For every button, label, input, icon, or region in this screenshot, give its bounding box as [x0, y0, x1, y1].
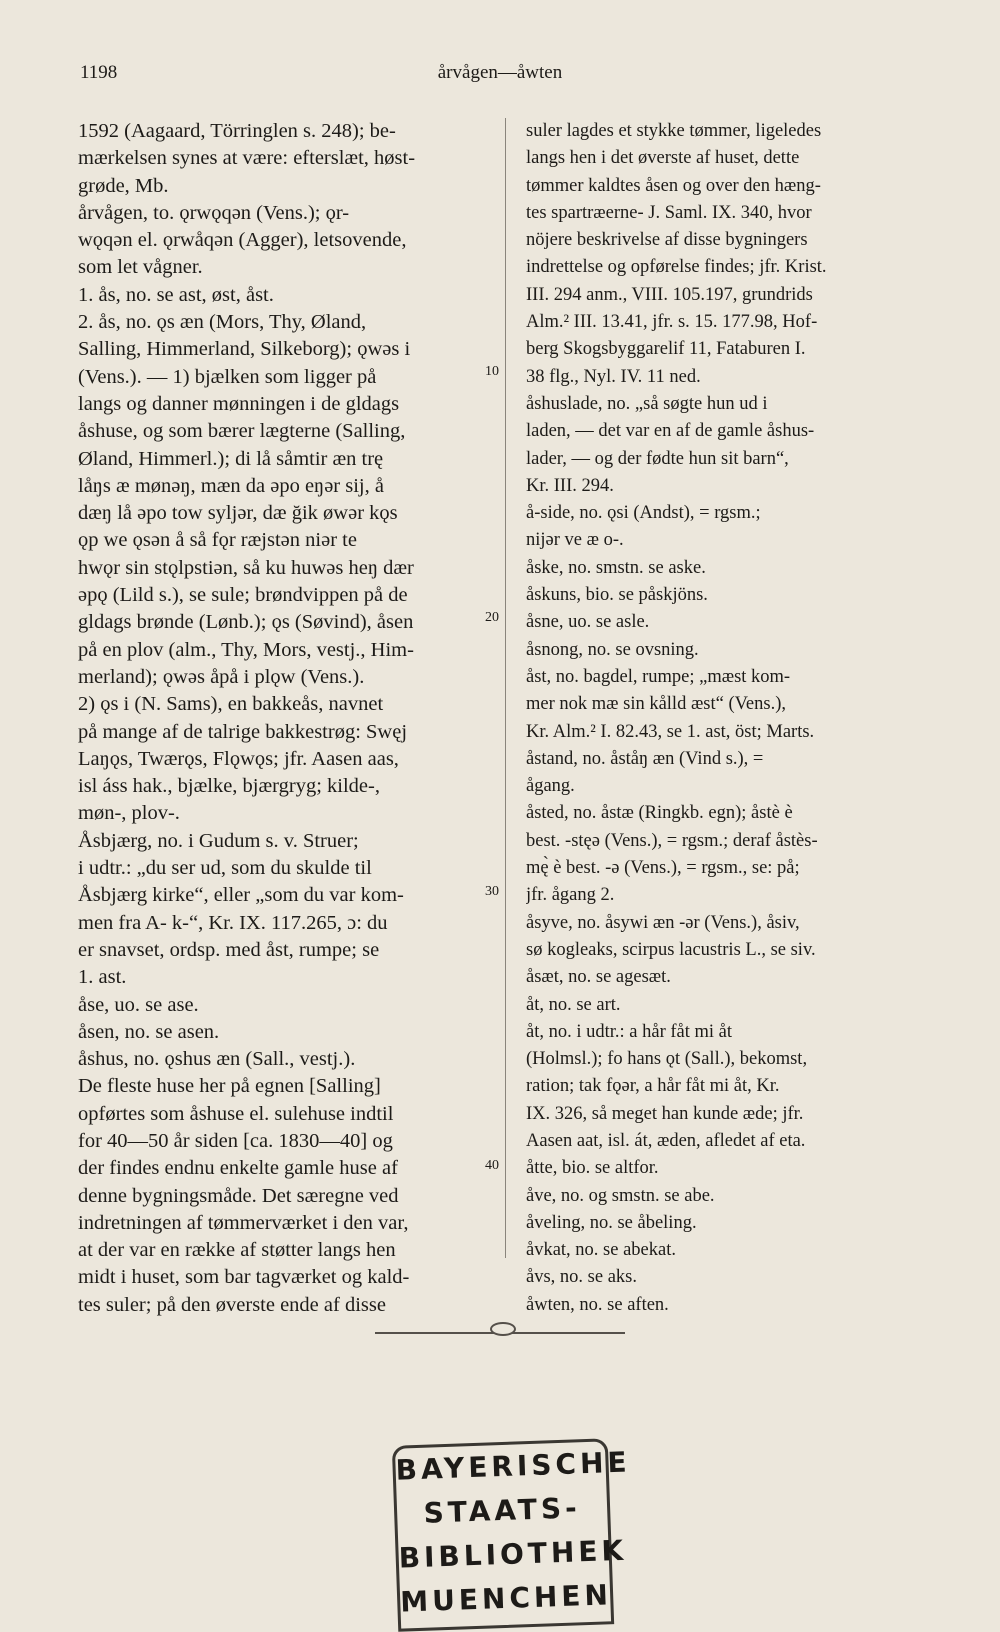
text-line: (Holmsl.); fo hans ǫt (Sall.), bekomst, [526, 1049, 808, 1070]
text-line: Laŋǫs, Twærǫs, Flǫwǫs; jfr. Aasen aas, [78, 747, 399, 770]
text-line: denne bygningsmåde. Det særegne ved [78, 1184, 399, 1207]
text-line: åskuns, bio. se påskjöns. [526, 585, 708, 606]
page-header [0, 62, 1000, 92]
text-line: å-side, no. ǫsi (Andst), = rgsm.; [526, 503, 761, 524]
text-line: lader, — og der fødte hun sit barn“, [526, 448, 789, 469]
text-line: åst, no. bagdel, rumpe; „mæst kom- [526, 666, 791, 687]
text-line: indrettelse og opførelse findes; jfr. Krist. [526, 257, 827, 278]
line-number-20: 20 [485, 610, 499, 625]
text-line: merland); ǫwəs åpå i plǫw (Vens.). [78, 665, 365, 688]
right-column [526, 118, 944, 1319]
text-line: grøde, Mb. [78, 174, 169, 197]
text-line: dæŋ lå əpo tow syljər, dæ ğik øwər kǫs [78, 502, 398, 525]
text-line: ration; tak fǫər, a hår fåt mi åt, Kr. [526, 1076, 780, 1097]
text-line: åshuslade, no. „så søgte hun ud i [526, 393, 768, 414]
text-line: midt i huset, som bar tagværket og kald- [78, 1266, 410, 1289]
text-line: Øland, Himmerl.); di lå såmtir æn trę [78, 447, 384, 470]
text-line: Kr. III. 294. [526, 475, 614, 496]
stamp-line: MUENCHEN [399, 1578, 613, 1619]
text-line: åt, no. se art. [526, 994, 621, 1015]
text-line: langs hen i det øverste af huset, dette [526, 148, 800, 169]
stamp-line: BIBLIOTHEK [398, 1533, 628, 1575]
text-line: i udtr.: „du ser ud, som du skulde til [78, 857, 372, 880]
text-line: sø kogleaks, scirpus lacustris L., se siv. [526, 939, 816, 960]
text-line: IX. 326, så meget han kunde æde; jfr. [526, 1103, 804, 1124]
text-line: laden, — det var en af de gamle åshus- [526, 421, 815, 442]
text-line: der findes endnu enkelte gamle huse af [78, 1157, 398, 1180]
stamp-line: STAATS- [423, 1491, 582, 1530]
text-line: åwten, no. se aften. [526, 1294, 669, 1315]
text-line: mer nok mæ sin kålld æst“ (Vens.), [526, 694, 787, 715]
text-line: isl áss hak., bjælke, bjærgryg; kilde-, [78, 775, 380, 798]
text-line: Aasen aat, isl. át, æden, afledet af eta. [526, 1130, 806, 1151]
text-line: əpǫ (Lild s.), se sule; brøndvippen på de [78, 584, 408, 607]
text-line: åstand, no. åståŋ æn (Vind s.), = [526, 748, 764, 769]
text-line: åsne, uo. se asle. [526, 612, 650, 633]
text-line: ǫp we ǫsən å så fǫr ræjstən niər te [78, 529, 357, 552]
text-line: tes spartræerne- J. Saml. IX. 340, hvor [526, 202, 812, 223]
text-line: 2) ǫs i (N. Sams), en bakkeås, navnet [78, 693, 384, 716]
text-line: nöjere beskrivelse af disse bygningers [526, 230, 808, 251]
text-line: indretningen af tømmerværket i den var, [78, 1211, 409, 1234]
text-line: åve, no. og smstn. se abe. [526, 1185, 715, 1206]
text-line: årvågen, to. ǫrwǫqən (Vens.); ǫr- [78, 201, 350, 224]
text-line: åt, no. i udtr.: a hår fåt mi åt [526, 1021, 733, 1042]
text-line: (Vens.). — 1) bjælken som ligger på [78, 365, 377, 388]
text-line: for 40—50 år siden [ca. 1830—40] og [78, 1129, 393, 1152]
text-line: møn-, plov-. [78, 802, 180, 825]
text-line: tes suler; på den øverste ende af disse [78, 1293, 386, 1316]
text-line: opførtes som åshuse el. sulehuse indtil [78, 1102, 394, 1125]
text-line: åsen, no. se asen. [78, 1020, 220, 1043]
text-line: på mange af de talrige bakkestrøg: Swęj [78, 720, 408, 743]
column-divider [505, 118, 506, 1258]
text-line: åshuse, og som bærer lægterne (Salling, [78, 420, 406, 443]
text-line: Alm.² III. 13.41, jfr. s. 15. 177.98, Hof- [526, 312, 818, 333]
text-line: åvs, no. se aks. [526, 1267, 637, 1288]
text-line: Åsbjærg kirke“, eller „som du var kom- [78, 884, 404, 907]
text-line: De fleste huse her på egnen [Salling] [78, 1075, 381, 1098]
text-line: III. 294 anm., VIII. 105.197, grundrids [526, 284, 813, 305]
line-number-30: 30 [485, 884, 499, 899]
text-line: Salling, Himmerland, Silkeborg); ǫwəs i [78, 338, 411, 361]
text-line: at der var en række af støtter langs hen [78, 1239, 396, 1262]
text-line: åsyve, no. åsywi æn -ər (Vens.), åsiv, [526, 912, 800, 933]
text-line: suler lagdes et stykke tømmer, ligeledes [526, 121, 822, 141]
line-number-40: 40 [485, 1158, 499, 1173]
text-line: langs og danner mønningen i de gldags [78, 392, 400, 415]
text-line: 1592 (Aagaard, Törringlen s. 248); be- [78, 120, 396, 142]
library-stamp [392, 1438, 632, 1631]
text-line: mę̀ è best. -ə (Vens.), = rgsm., se: på; [526, 858, 800, 879]
text-line: på en plov (alm., Thy, Mors, vestj., Him- [78, 638, 414, 661]
running-head: årvågen—åwten [437, 62, 563, 83]
text-line: Åsbjærg, no. i Gudum s. v. Struer; [78, 829, 359, 852]
text-line: åsnong, no. se ovsning. [526, 639, 699, 660]
text-line: hwǫr sin stǫlpstiən, så ku huwəs heŋ dær [78, 556, 414, 579]
text-line: låŋs æ mønəŋ, mæn da əpo eŋər sij, å [78, 474, 384, 497]
text-line: som let vågner. [78, 256, 203, 279]
text-line: 38 flg., Nyl. IV. 11 ned. [526, 366, 701, 387]
text-line: jfr. ågang 2. [526, 885, 615, 906]
text-line: tømmer kaldtes åsen og over den hæng- [526, 175, 821, 196]
text-line: wǫqən el. ǫrwåqən (Agger), letsovende, [78, 229, 407, 252]
text-line: gldags brønde (Lønb.); ǫs (Søvind), åsen [78, 611, 414, 634]
text-line: åtte, bio. se altfor. [526, 1158, 659, 1179]
text-line: åvkat, no. se abekat. [526, 1240, 676, 1261]
left-column [78, 118, 488, 1319]
page-number: 1198 [80, 62, 118, 83]
text-line: mærkelsen synes at være: efterslæt, høst- [78, 147, 416, 170]
text-line: åveling, no. se åbeling. [526, 1212, 697, 1233]
text-line: er snavset, ordsp. med åst, rumpe; se [78, 938, 380, 961]
text-line: ågang. [526, 776, 575, 797]
text-line: 2. ås, no. ǫs æn (Mors, Thy, Øland, [78, 311, 367, 334]
stamp-line: BAYERISCHE [395, 1445, 632, 1487]
line-number-10: 10 [485, 364, 499, 379]
text-line: åske, no. smstn. se aske. [526, 557, 706, 578]
text-line: berg Skogsbyggarelif 11, Fataburen I. [526, 339, 806, 360]
text-line: nijər ve æ o-. [526, 530, 624, 551]
text-line: åsæt, no. se agesæt. [526, 967, 671, 988]
rule-ornament [490, 1322, 516, 1336]
text-line: åsted, no. åstæ (Ringkb. egn); åstè è [526, 803, 793, 824]
text-line: 1. ås, no. se ast, øst, åst. [78, 283, 274, 306]
text-line: best. -stęə (Vens.), = rgsm.; deraf åstès- [526, 830, 818, 851]
text-line: åshus, no. ǫshus æn (Sall., vestj.). [78, 1048, 356, 1071]
text-line: åse, uo. se ase. [78, 993, 199, 1016]
text-line: Kr. Alm.² I. 82.43, se 1. ast, öst; Marts. [526, 721, 815, 742]
text-line: 1. ast. [78, 966, 127, 989]
text-line: men fra A- k-“, Kr. IX. 117.265, ɔ: du [78, 911, 388, 934]
